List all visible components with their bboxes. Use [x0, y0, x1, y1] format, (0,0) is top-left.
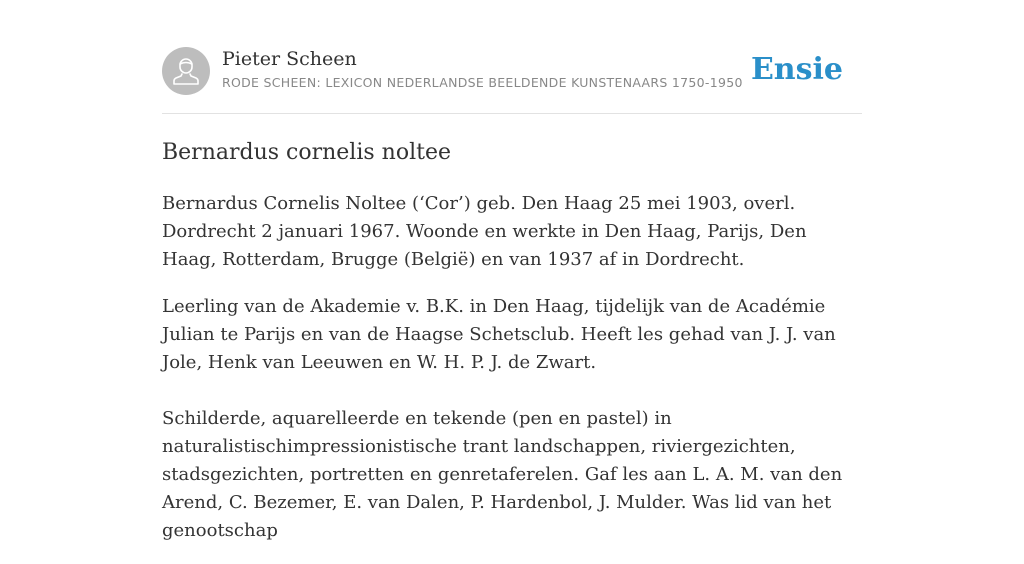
ensie-logo[interactable]: Ensie [750, 52, 843, 87]
article-paragraph-2: Leerling van de Akademie v. B.K. in Den Haag, tijdelijk van de Académie Julian te Parijs en van de Haagse Schetsclub. Heeft les gehad van J. J. van Jole, Henk van Leeuwen en W. H. P. J. de Zwart. [162, 296, 836, 373]
source-title[interactable]: RODE SCHEEN: LEXICON NEDERLANDSE BEELDENDE KUNSTENAARS 1750-1950 [222, 75, 743, 90]
article-body [162, 190, 862, 564]
article-header [162, 47, 862, 114]
article-title: Bernardus cornelis noltee [162, 140, 451, 165]
user-silhouette-icon [162, 47, 210, 95]
article-paragraph-3: Schilderde, aquarelleerde en tekende (pen en pastel) in naturalistischimpressionistische trant landschappen, riviergezichten, stadsgezichten, portretten en genretaferelen. Gaf les aan L. A. M. van den Arend, C. Bezemer, E. van Dalen, P. Hardenbol, J. Mulder. Was lid van het genootschap [162, 408, 843, 541]
author-name[interactable]: Pieter Scheen [222, 48, 357, 70]
user-avatar-icon[interactable] [162, 47, 210, 95]
article-paragraph-1: Bernardus Cornelis Noltee (‘Cor’) geb. Den Haag 25 mei 1903, overl. Dordrecht 2 januari 1967. Woonde en werkte in Den Haag, Parijs, Den Haag, Rotterdam, Brugge (België) en van 1937 af in Dordrecht. [162, 193, 807, 270]
